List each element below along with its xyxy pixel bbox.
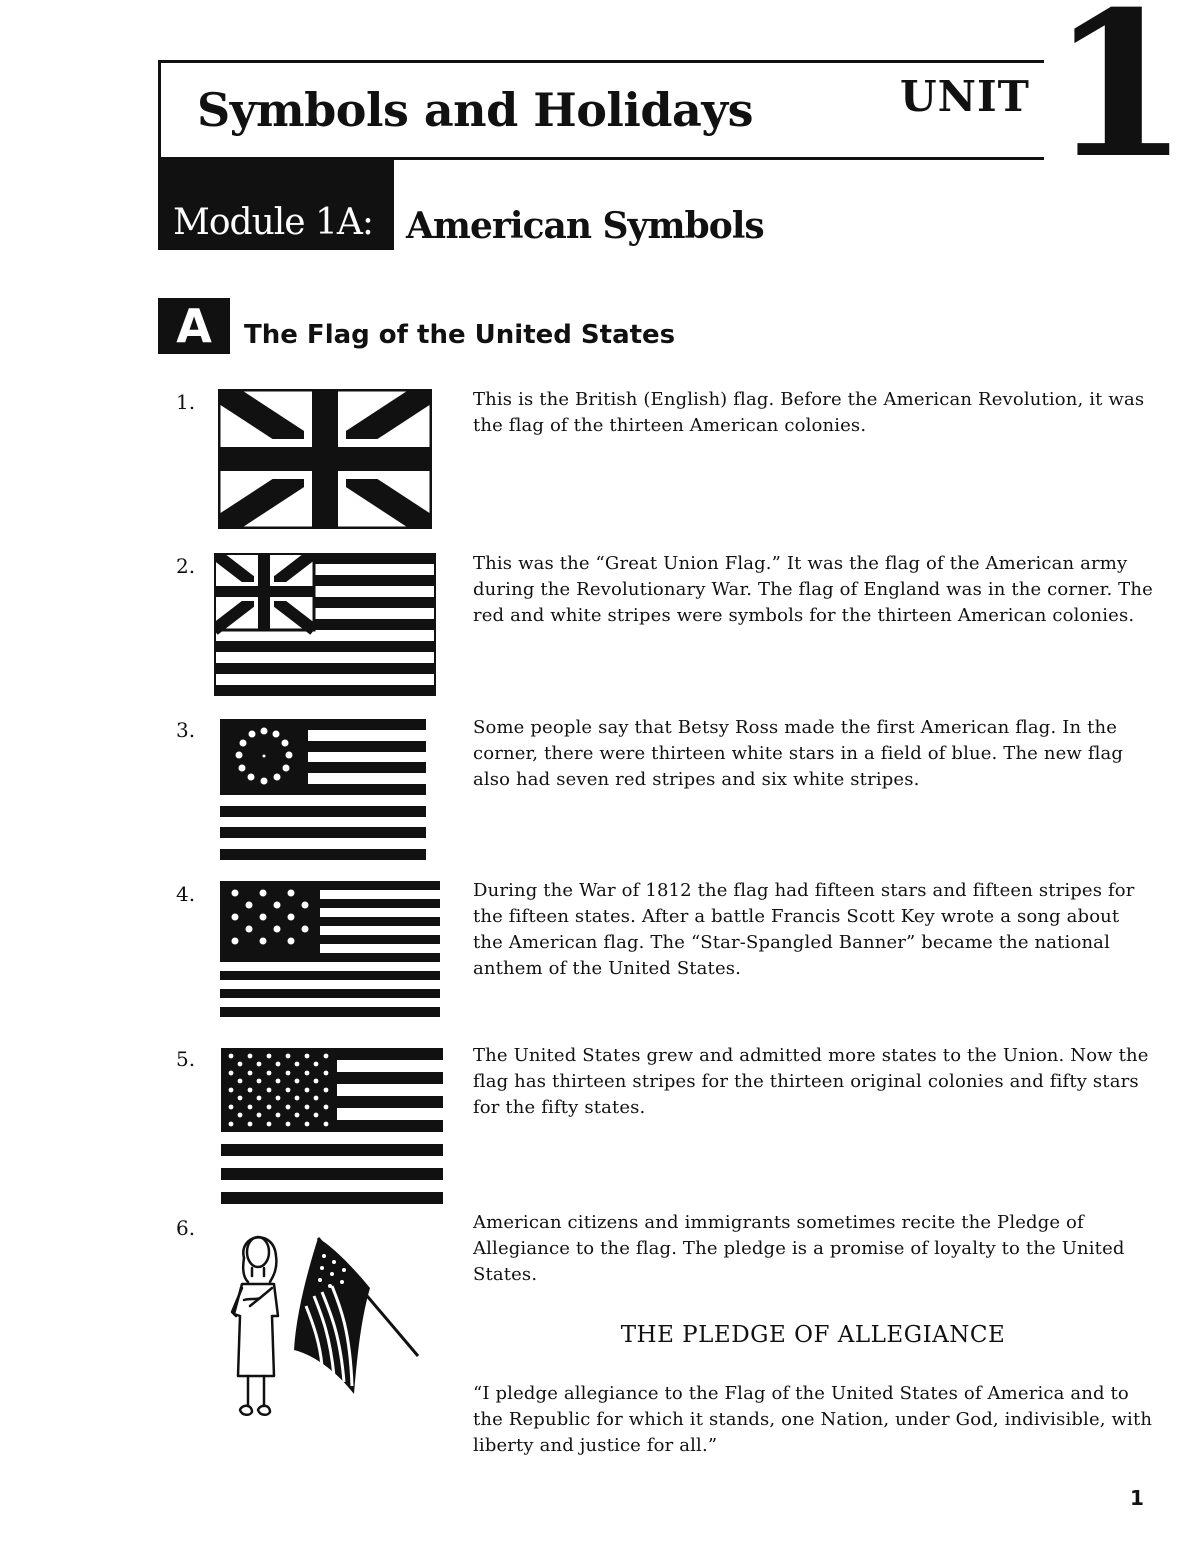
page-number: 1 [1130,1486,1144,1510]
module-title: American Symbols [406,205,764,247]
section-title: The Flag of the United States [244,320,676,350]
item-text-2: This was the “Great Union Flag.” It was the flag of the American army during the Revolutionary War. The flag of England was in the corner. The red and white stripes were symbols for the thirteen American colonies. [473,553,1153,626]
item-number-1: 1. [176,390,196,414]
great-union-flag-icon [214,553,436,696]
item-number-3: 3. [176,718,196,742]
page-title: Symbols and Holidays [197,83,753,137]
section-letter: A [158,298,230,354]
pledge-text: “I pledge allegiance to the Flag of the United States of America and to the Republic for which it stands, one Nation, under God, indivisible, with liberty and justice for all.” [473,1383,1153,1456]
item-text-1: This is the British (English) flag. Before the American Revolution, it was the flag of the thirteen American colonies. [473,389,1145,436]
unit-number: 1 [1050,0,1190,203]
unit-label: UNIT [900,72,1030,121]
item-text-5: The United States grew and admitted more states to the Union. Now the flag has thirteen stripes for the thirteen original colonies and fifty stars for the fifty states. [473,1045,1149,1118]
betsy-ross-flag-icon [220,719,426,860]
item-number-5: 5. [176,1047,196,1071]
item-number-6: 6. [176,1216,196,1240]
item-number-2: 2. [176,554,196,578]
woman-pledging-flag-icon [222,1226,422,1426]
module-label: Module 1A: [173,202,374,243]
pledge-heading: THE PLEDGE OF ALLEGIANCE [620,1322,1006,1348]
item-text-6: American citizens and immigrants sometimes recite the Pledge of Allegiance to the flag. The pledge is a promise of loyalty to the United States. [473,1212,1125,1285]
union-jack-flag-icon [218,389,432,529]
item-number-4: 4. [176,882,196,906]
item-text-3: Some people say that Betsy Ross made the first American flag. In the corner, there were thirteen white stars in a field of blue. The new flag also had seven red stripes and six white stripes. [473,717,1124,790]
fifty-star-flag-icon [221,1048,443,1204]
item-text-4: During the War of 1812 the flag had fifteen stars and fifteen stripes for the fifteen states. After a battle Francis Scott Key wrote a song about the American flag. The “Star-Spangled Banner” became the national anthem of the United States. [473,880,1135,979]
fifteen-star-flag-icon [220,881,440,1017]
